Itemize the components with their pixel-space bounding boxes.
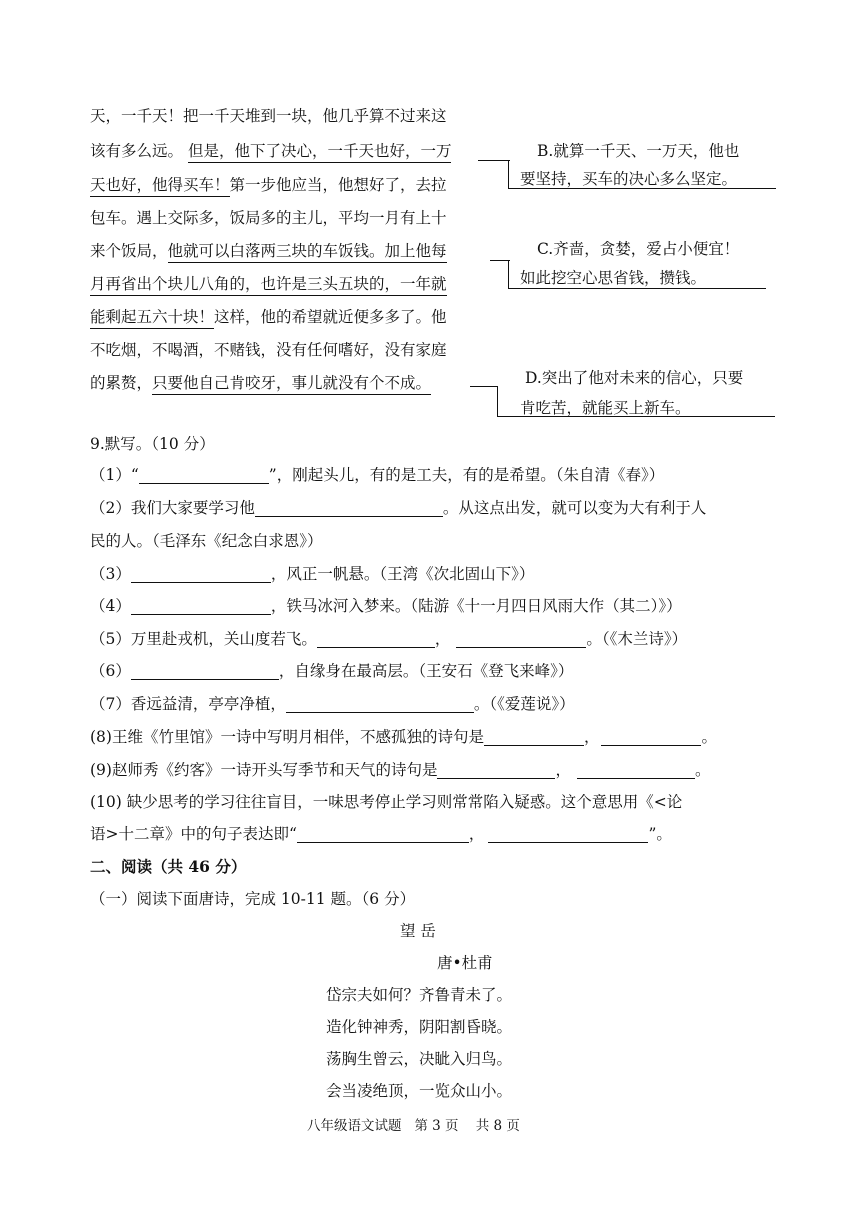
q9-item-10: (10) 缺少思考的学习往往盲目，一味思考停止学习则常常陷入疑惑。这个意思用《<论 bbox=[90, 793, 683, 811]
underlined-sentence-c: 他就可以白落两三块的车饭钱。加上他每 bbox=[167, 242, 447, 260]
q9-item-1 bbox=[90, 463, 664, 485]
q9-item-10-cont bbox=[90, 822, 672, 844]
option-d-line-2: 肯吃苦，就能买上新车。 bbox=[520, 399, 691, 417]
answer-blank[interactable] bbox=[255, 498, 443, 517]
poem-title: 望 岳 bbox=[400, 922, 436, 940]
item-text: （3） bbox=[90, 565, 131, 583]
item-text: （5）万里赴戎机，关山度若飞。 bbox=[90, 630, 317, 648]
poem-line-2: 造化钟神秀，阴阳割昏晓。 bbox=[326, 1018, 513, 1036]
connector-c-vertical bbox=[508, 260, 509, 288]
connector-d-top bbox=[470, 386, 498, 387]
q9-item-2-cont: 民的人。（毛泽东《纪念白求恩》） bbox=[90, 532, 323, 550]
answer-blank[interactable] bbox=[297, 824, 469, 843]
connector-c-bottom bbox=[508, 288, 766, 289]
q9-item-3 bbox=[90, 562, 534, 584]
poem-line-3: 荡胸生曾云，决眦入归鸟。 bbox=[326, 1050, 513, 1068]
answer-blank[interactable] bbox=[131, 661, 279, 680]
passage-text: 的累赘， bbox=[90, 374, 153, 392]
answer-blank[interactable] bbox=[139, 465, 269, 484]
passage-line-9 bbox=[90, 371, 431, 393]
passage-line-5 bbox=[90, 239, 447, 261]
passage-line-4: 包车。遇上交际多，饭局多的主儿，平均一月有上十 bbox=[90, 209, 447, 227]
section-2-subtitle: （一）阅读下面唐诗，完成 10-11 题。（6 分） bbox=[90, 890, 416, 908]
item-text: ， bbox=[555, 761, 571, 779]
item-text: (8)王维《竹里馆》一诗中写明月相伴，不感孤独的诗句是 bbox=[90, 728, 484, 746]
poem-author: 唐•杜甫 bbox=[437, 954, 493, 972]
passage-line-2 bbox=[90, 139, 451, 161]
passage-line-6 bbox=[90, 272, 447, 294]
question-9-title: 9.默写。（10 分） bbox=[90, 435, 215, 453]
option-b-line-1: B.就算一千天、一万天，他也 bbox=[537, 142, 740, 160]
answer-blank[interactable] bbox=[484, 727, 584, 746]
option-c-line-1: C.齐啬，贪婪，爱占小便宜！ bbox=[537, 240, 740, 258]
underlined-sentence-d: 只要他自己肯咬牙，事儿就没有个不成。 bbox=[152, 374, 432, 392]
q9-item-4 bbox=[90, 594, 682, 616]
section-2-title: 二、阅读（共 46 分） bbox=[90, 857, 247, 876]
item-text: 。 bbox=[694, 761, 711, 779]
answer-blank[interactable] bbox=[488, 824, 648, 843]
passage-text: 该有多么远。 bbox=[90, 142, 184, 160]
answer-blank[interactable] bbox=[456, 629, 586, 648]
item-text: (9)赵师秀《约客》一诗开头写季节和天气的诗句是 bbox=[90, 761, 438, 779]
connector-b-vertical bbox=[508, 160, 509, 188]
answer-blank[interactable] bbox=[437, 760, 555, 779]
answer-blank[interactable] bbox=[131, 564, 271, 583]
item-text: （7）香远益清，亭亭净植， bbox=[90, 695, 286, 713]
item-text: ，自缘身在最高层。（王安石《登飞来峰》） bbox=[278, 662, 574, 680]
connector-c-top bbox=[490, 260, 510, 261]
passage-text: 这样，他的希望就近便多多了。他 bbox=[214, 308, 447, 326]
q9-item-6 bbox=[90, 659, 573, 681]
item-text: ， bbox=[468, 825, 485, 843]
underlined-sentence-b-end: 天也好，他得买车！ bbox=[90, 176, 230, 194]
option-b-line-2: 要坚持，买车的决心多么坚定。 bbox=[520, 170, 738, 188]
item-text: （4） bbox=[90, 597, 131, 615]
item-text: ， bbox=[583, 728, 600, 746]
item-text: ， bbox=[434, 630, 451, 648]
item-text: ，铁马冰河入梦来。（陆游《十一月四日风雨大作（其二）》） bbox=[270, 597, 682, 615]
option-c-line-2: 如此挖空心思省钱，攒钱。 bbox=[520, 269, 707, 287]
q9-item-9 bbox=[90, 758, 711, 780]
q9-item-7 bbox=[90, 692, 575, 714]
poem-line-1: 岱宗夫如何？齐鲁青未了。 bbox=[326, 986, 513, 1004]
passage-text: 来个饭局， bbox=[90, 242, 168, 260]
answer-blank[interactable] bbox=[131, 596, 271, 615]
underlined-sentence-c-end: 能剩起五六十块！ bbox=[90, 308, 215, 326]
answer-blank[interactable] bbox=[317, 629, 435, 648]
item-text: ”，刚起头儿，有的是工夫，有的是希望。（朱自清《春》） bbox=[268, 466, 665, 484]
q9-item-5 bbox=[90, 627, 687, 649]
answer-blank[interactable] bbox=[286, 694, 474, 713]
underlined-sentence-c-mid: 月再省出个块儿八角的，也许是三头五块的，一年就 bbox=[90, 275, 447, 293]
item-text: 。（《爱莲说》） bbox=[473, 695, 575, 713]
passage-line-7 bbox=[90, 305, 447, 327]
connector-d-vertical bbox=[497, 386, 498, 416]
item-text: 。 bbox=[701, 728, 717, 746]
poem-line-4: 会当凌绝顶，一览众山小。 bbox=[326, 1082, 513, 1100]
q9-item-8 bbox=[90, 725, 717, 747]
connector-b-top bbox=[478, 160, 510, 161]
item-text: （1）“ bbox=[90, 466, 139, 484]
option-d-line-1: D.突出了他对未来的信心，只要 bbox=[525, 369, 744, 387]
passage-line-3 bbox=[90, 173, 447, 195]
passage-line-8: 不吃烟，不喝酒，不赌钱，没有任何嗜好，没有家庭 bbox=[90, 341, 447, 359]
item-text: 。（《木兰诗》） bbox=[586, 630, 688, 648]
item-text: ”。 bbox=[648, 825, 672, 843]
passage-line-1: 天，一千天！把一千天堆到一块，他几乎算不过来这 bbox=[90, 107, 447, 125]
item-text: （6） bbox=[90, 662, 131, 680]
item-text: ，风正一帆悬。（王湾《次北固山下》） bbox=[270, 565, 535, 583]
q9-item-2 bbox=[90, 496, 706, 518]
answer-blank[interactable] bbox=[601, 727, 701, 746]
item-text: （2）我们大家要学习他 bbox=[90, 499, 255, 517]
passage-text: 第一步他应当，他想好了，去拉 bbox=[229, 176, 447, 194]
page-footer: 八年级语文试题 第 3 页 共 8 页 bbox=[307, 1118, 520, 1134]
item-text: 语>十二章》中的句子表达即“ bbox=[90, 825, 297, 843]
item-text: 。从这点出发，就可以变为大有利于人 bbox=[442, 499, 707, 517]
answer-blank[interactable] bbox=[577, 760, 695, 779]
underlined-sentence-b: 但是，他下了决心，一千天也好，一万 bbox=[187, 142, 452, 160]
